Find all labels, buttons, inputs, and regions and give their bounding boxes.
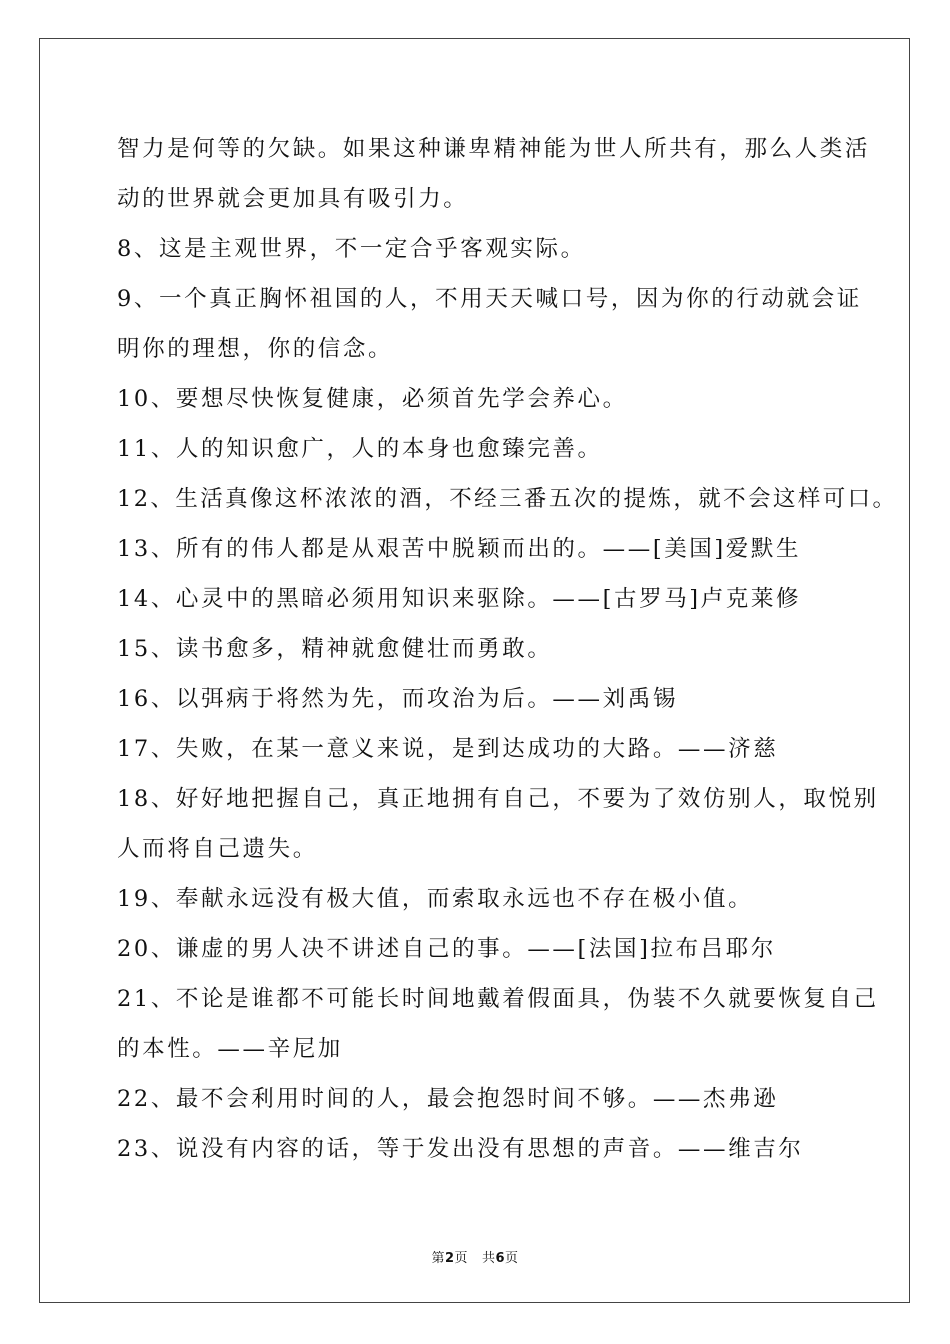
text-line: 明你的理想，你的信念。	[117, 336, 394, 362]
footer-page-prefix: 第	[431, 1251, 445, 1266]
text-line: 20、谦虚的男人决不讲述自己的事。——[法国]拉布吕耶尔	[117, 936, 776, 962]
text-line: 14、心灵中的黑暗必须用知识来驱除。——[古罗马]卢克莱修	[117, 586, 802, 612]
footer-page-number: 2	[444, 1251, 455, 1266]
text-line: 19、奉献永远没有极大值，而索取永远也不存在极小值。	[117, 886, 754, 912]
footer-total-pages: 6	[495, 1251, 506, 1266]
text-line: 12、生活真像这杯浓浓的酒，不经三番五次的提炼，就不会这样可口。	[117, 486, 898, 512]
text-line: 18、好好地把握自己，真正地拥有自己，不要为了效仿别人，取悦别	[117, 786, 879, 812]
text-line: 10、要想尽快恢复健康，必须首先学会养心。	[117, 386, 628, 412]
text-line: 13、所有的伟人都是从艰苦中脱颖而出的。——[美国]爱默生	[117, 536, 802, 562]
text-line: 人而将自己遗失。	[117, 836, 318, 862]
text-line: 15、读书愈多，精神就愈健壮而勇敢。	[117, 636, 553, 662]
text-line: 动的世界就会更加具有吸引力。	[117, 186, 469, 212]
footer-total-prefix: 共	[481, 1251, 496, 1266]
footer-page-suffix: 页	[454, 1251, 469, 1266]
text-line: 17、失败，在某一意义来说，是到达成功的大路。——济慈	[117, 736, 779, 762]
footer-total-suffix: 页	[505, 1251, 519, 1266]
text-line: 21、不论是谁都不可能长时间地戴着假面具，伪装不久就要恢复自己	[117, 986, 879, 1012]
text-line: 9、一个真正胸怀祖国的人，不用天天喊口号，因为你的行动就会证	[117, 286, 862, 312]
page-footer	[0, 1247, 950, 1266]
text-line: 11、人的知识愈广，人的本身也愈臻完善。	[117, 436, 603, 462]
text-line: 23、说没有内容的话，等于发出没有思想的声音。——维吉尔	[117, 1136, 804, 1162]
text-line: 8、这是主观世界，不一定合乎客观实际。	[117, 236, 586, 262]
text-line: 22、最不会利用时间的人，最会抱怨时间不够。——杰弗逊	[117, 1086, 779, 1112]
text-line: 的本性。——辛尼加	[117, 1036, 343, 1062]
text-line: 16、以弭病于将然为先，而攻治为后。——刘禹锡	[117, 686, 678, 712]
text-line: 智力是何等的欠缺。如果这种谦卑精神能为世人所共有，那么人类活	[117, 136, 871, 162]
